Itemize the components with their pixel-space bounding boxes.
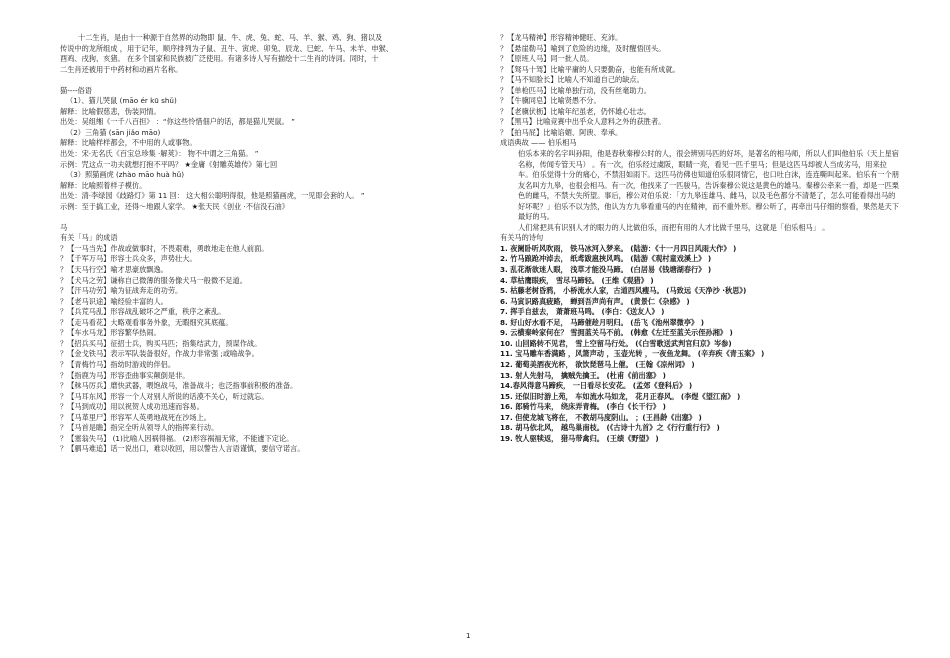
list-item: ？【马不知脸长】比喻人不知道自己的缺点。 [500,75,644,85]
poem-line: 16. 郎骑竹马来， 绕床弄青梅。 (李白《长干行》 ) [500,402,666,412]
cat-idiom-line: 出处：清·李绿园《歧路灯》第 11 回： 这大相公聪明得很，他是照猫画虎，一见即会套的人。 ” [60,191,365,201]
spacer [60,212,470,223]
page-number: 1 [466,632,471,640]
story-paragraph: 伯乐本来的名字叫孙阳，他是春秋秦穆公时的人，很会辨别马匹的好坏，是著名的相马师，所以人们叫他伯乐（天上星宿名称，传闻专管天马） 。有一次，伯乐经过虞阪，眼睛一亮，看见一匹千里马；但是这匹马却被人当成劣马，用来拉车。伯乐觉得十分的痛心，不禁泪如雨下。这匹马彷佛也知道伯乐很同情它，也口吐白沫，连连嘶叫起来。伯乐有一个朋友名叫方九皋，也很会相马。有一次，他找来了一匹骏马，告诉秦穆公说这是黄色的雄马。秦穆公牵来一看，却是一匹栗色的雌马，不禁大失所望。事后，穆公对伯乐说：「方九皋连雄马、雌马，以及毛色都分不清楚了，怎么可能看得出马的好坏呢？」伯乐不以为然，他认为方九皋看重马的内在精神，而不重外形。穆公听了，再牵出马仔细的察看，果然是天下最好的马。 [518,149,899,222]
list-item: ？【招兵买马】征招士兵，购买马匹；指集结武力，预谋作战。 [60,338,262,348]
intro-line: 二生肖还被用于中药材和动画片名称。 [60,64,183,74]
horse-idiom-list [60,244,470,455]
horse-idiom-list-continued [500,33,900,138]
poem-line: 5. 枯藤老树昏鸦， 小桥流水人家，古道西风瘦马。 (马致远《天净沙 ·秋思》) [500,286,747,296]
poem-line: 15. 还似旧时游上苑， 车如流水马如龙， 花月正春风。 (李煜《望江南》 ) [500,391,741,401]
list-item: ？【老马识途】喻经验丰富的人。 [60,296,168,306]
poem-line: 13. 射人先射马， 擒贼先擒王。 (杜甫《前出塞》 ) [500,370,666,380]
poem-line: 2. 竹马踉跄冲淖去， 纸鸢跋扈挟风鸣。 (陆游《观村童戏溪上》 ) [500,254,712,264]
poem-line: 4. 草枯鹰眼疾， 雪尽马蹄轻。 (王维《观猎》 ) [500,275,654,285]
spacer [60,75,470,86]
poem-line: 11. 宝马雕车香满路 ，风箫声动 ，玉壶光转 ，一夜鱼龙舞。 (辛弃疾《青玉案》 ) [500,349,765,359]
list-item: ？【拍马屁】比喻谄媚、阿谀、奉承。 [500,127,623,137]
list-item: ？【龙马精神】形容精神健旺、充沛。 [500,33,623,42]
list-item: ？【马革里尸】形容军人英勇地战死在沙场上。 [60,412,211,422]
list-item: ？【驽马十驾】比喻平庸的人只要勤奋，也能有所成就。 [500,64,680,74]
poem-line: 3. 乱花渐欲迷人眼， 浅草才能没马蹄。 (白居易《钱塘湖春行》 ) [500,265,712,275]
list-item: ？【金戈铁马】表示军队装备很好，作战力非常强 ;或喻战争。 [60,349,259,359]
poem-line: 14.春风得意马蹄疾， 一日看尽长安花。 (孟郊《登科后》 ) [500,381,693,391]
poem-line: 8. 好山好水看不足， 马蹄催趁月明归。 (岳飞《池州翠微亭》 ) [500,317,705,327]
cat-idiom-line: 示例：至于搞工业，还得～地跟人家学。 ★张天民《创业 ·不信没石油》 [60,201,289,211]
cat-idiom-line: （3）照猫画虎 (zhào māo huà hǔ) [66,170,185,180]
poem-line: 9. 云横秦岭家何在？ 雪拥蓝关马不前。 (韩愈《左迁至蓝关示侄孙湘》 ) [500,328,733,338]
poem-line: 1. 夜阑卧听风吹雨， 铁马冰河入梦来。 (陆游：《十一月四日风雨大作》 ) [500,243,737,253]
poem-line: 12. 葡萄美酒夜光杯， 欲饮琵琶马上催。 (王翰《凉州词》 ) [500,359,695,369]
list-item: ？【青梅竹马】指幼时游戏的伴侣。 [60,359,176,369]
cat-idiom-line: 解释：比喻样样都会，不中用的人或事物。 [60,138,197,148]
intro-paragraph [60,33,470,75]
poem-line: 18. 胡马依北风， 越鸟巢南枝。 (《古诗十九首》之《行行重行行》 ) [500,423,720,433]
cat-idiom-line: （2）三角猫 (sān jiǎo māo) [66,127,161,137]
list-item: ？【走马看花】大略观看事务外象，无暇细究其底蕴。 [60,317,233,327]
cat-idiom-line: 示例：咒这点一功夫就想打抱不平吗？ ★金庸《射雕英雄传》第七回 [60,159,278,169]
list-item: ？【悬崖勒马】喻到了危险的边缘，及时醒悟回头。 [500,43,666,53]
horse-section-heading: 马 [60,222,68,232]
list-item: ？【秣马厉兵】磨快武器，喂饱战马，准备战斗；也泛指事前积极的准备。 [60,381,298,391]
list-item: ？【千军万马】形容士兵众多，声势壮大。 [60,254,197,264]
list-item: ？【牛骥同皂】比喻贤愚不分。 [500,96,601,106]
cat-idiom-line: 解释：比喻照着样子模仿。 [60,180,147,190]
cat-idiom-line: 解释：比喻假慈悲，伪装同情。 [60,106,161,116]
poem-line: 19. 牧人驱犊返， 猎马带禽归。 (王绩《野望》 ) [500,433,659,443]
list-item: ？【一马当先】作战或做事时，不畏艰难，勇敢地走在他人前面。 [60,243,269,253]
list-item: ？【老骥伏枥】比喻年纪虽老，仍怀雄心壮志。 [500,106,651,116]
list-item: ？【指鹿为马】形容歪曲事实颠倒是非。 [60,370,190,380]
poem-list [500,244,900,444]
list-item: ？【原班人马】同一批人员。 [500,54,594,64]
left-column [60,33,470,455]
cat-idiom-line: 出处：宋·无名氏《百宝总珍集 ·解荚》： 物不中谓之三角猫。 ” [60,149,259,159]
list-item: ？【犬马之劳】谦称自己微薄的服务像犬马一般微不足道。 [60,275,247,285]
list-item: ？【单枪匹马】比喻单独行动，没有丝毫助力。 [500,85,651,95]
cat-idiom-line: 出处：吴组缃《一千八百担》 ：“你这些怜惜佃户的话，都是猫儿哭鼠。 ” [60,117,295,127]
poem-line: 6. 马寅识路真疲路， 蝉到吾声尚有声。 (黄景仁《杂感》 ) [500,296,690,306]
cat-idiom-line: （1）、猫儿哭鼠 (māo ér kū shǔ) [66,96,177,106]
list-item: ？【车水马龙】形容繁华热闹。 [60,328,161,338]
list-item: ？【马到成功】用以祝贺人成功迅速而容易。 [60,402,204,412]
list-item: ？【马首是瞻】指完全听从领导人的指挥来行动。 [60,423,219,433]
list-item: ？【汗马功劳】喻为征战奔走的功劳。 [60,286,183,296]
list-item: ？【兵荒马乱】形容战乱破坏之严重，秩序之紊乱。 [60,307,226,317]
intro-line: 十二生肖，是由十一种源于自然界的动物即 鼠、牛、虎、兔、蛇、马、羊、猴、鸡、狗、猪以及 [78,33,383,42]
right-column [500,33,900,444]
cat-idiom-list [60,96,470,212]
horse-idioms-subheading: 有关「马」的成语 [60,233,118,243]
poem-line: 7. 挥手自兹去， 萧萧班马鸣。 (李白：《送友人》 ) [500,307,665,317]
list-item: ？【驷马难追】话一说出口，难以收回，用以警告人言语谨慎，要信守诺言。 [60,444,305,454]
poem-line: 17. 但使龙城飞将在， 不教胡马度阴山。 ；(王昌龄《出塞》 ) [500,412,702,422]
story-title: 成语典故 —— 伯乐相马 [500,138,577,148]
intro-line: 传说中的龙所组成 ，用于记年，顺序排列为子鼠、丑牛、寅虎、卯兔、辰龙、巳蛇、午马、未羊、申猴、 [60,43,393,53]
list-item: ？【马耳东风】形容一个人对别人所说的话漠不关心，听过就忘。 [60,391,269,401]
cat-section-heading: 猫----俗语 [60,85,92,95]
list-item: ？【塞翁失马】 (1)比喻人因祸得福。 (2)形容祸福无常，不能遽下定论。 [60,433,294,443]
list-item: ？【天马行空】喻才思豪放飘逸。 [60,265,168,275]
poem-section-heading: 有关马的诗句 [500,233,544,243]
poem-line: 10. 山回路转不见君， 雪上空留马行处。 (《白雪歌送武判官归京》岑参) [500,338,732,348]
story-moral: 人们常把具有识别人才的眼力的人比做伯乐，而把有用的人才比做千里马，这就是「伯乐相马」 。 [518,222,830,232]
intro-line: 酉鸡、戌狗、亥猪。 在多个国家和民族被广泛使用。有诸多诗人写有描绘十二生肖的诗词。同时，十 [60,54,379,64]
list-item: ？【黑马】比喻竞赛中出乎众人意料之外的获胜者。 [500,117,666,127]
